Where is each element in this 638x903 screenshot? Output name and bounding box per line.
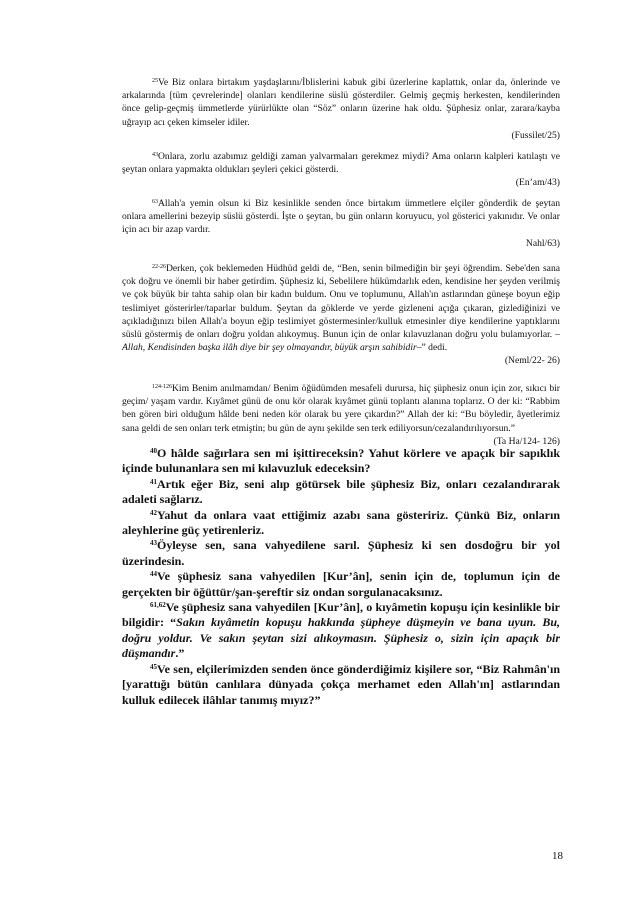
page-number: 18 — [552, 850, 563, 862]
quote-text: Kim Benim anılmamdan/ Benim öğüdümden mesafeli durursa, hiç şüphesiz onun için zor, sıkıcı bir geçim/ yaşam vardır. Kıyâmet günü de onu kör olarak kıyâmet günü toplantı alanına toplarız. O der ki: “Rabbim ben gören biri olduğum hâlde beni neden kör olarak bu yere çıkardın?” Allah der ki: “Bu böyledir, âyetlerimiz sana geldi de sen onları terk etmiştin; bu gün de aynı şekilde sen terk ediliyorsun/cezalandırılıyorsun.” — [122, 383, 560, 434]
verse-number: 43 — [150, 539, 157, 548]
verse-44: $^{44}$Ve şüphesiz sana vahyedilen [Kur’ân], senin için de, toplumun için de gerçekten bir öğüttür/şan-şereftir siz ondan sorgulanacaksınız. — [122, 569, 560, 599]
verse-number: 44 — [150, 570, 157, 579]
quote-reference: (Fussilet/25) — [511, 129, 560, 141]
verse-number: 63 — [152, 199, 158, 205]
quote-text: Derken, çok beklemeden Hüdhüd geldi de, “Ben, senin bilmediğin bir şeyi öğrendim. Sebe'den sana çok doğru ve önemli bir haber getirdim. Şüphesiz ki, Sebelilere hükümdarlık eden, kendisine her şeyden verilmiş ve çok büyük bir tahta sahip olan bir kadın buldum. Onu ve toplumunu, Allah'ın astlarından güneşe boyun eğip teslimiyet gösterirler/taparlar buldum. Şeytan da göklerde ve yerde gizleneni açığa çıkaran, gizlediğinizi ve açıkladığınızı bilen Allah'a boyun eğip teslimiyet göstermesinler/kulluk etmesinler diye kendilerine yaptıklarını süslü göstermiş de onları doğru yoldan alıkoymuş. Bunun için de onlar kılavuzlanan doğru yolu bulamıyorlar. – — [122, 263, 560, 341]
verse-number: 42 — [150, 508, 157, 517]
verse-number: 40 — [150, 447, 157, 455]
quote-text-end: ” dedi. — [421, 342, 448, 354]
verse-40: $^{40}$O hâlde sağırlara sen mi işittireceksin? Yahut körlere ve apaçık bir sapıklık içinde bulunanlara sen mi kılavuzluk edeceksin? — [122, 446, 560, 476]
verse-41: $^{41}$Artık eğer Biz, seni alıp götürsek bile şüphesiz Biz, onları cezalandırarak adaleti sağlarız. — [122, 476, 560, 507]
verse-43: $^{43}$Öyleyse sen, sana vahyedilene sarıl. Şüphesiz ki sen dosdoğru bir yol üzerindesin. — [122, 538, 560, 568]
quote-reference: (Ta Ha/124- 126) — [493, 435, 560, 447]
verse-number: 45 — [150, 662, 157, 671]
verse-number: 25 — [152, 78, 158, 84]
verse-number: 61,62 — [150, 601, 166, 610]
quote-taha-124-126 — [122, 382, 560, 448]
verse-number: 43 — [152, 152, 158, 158]
verse-italic-text: Sakın kıyâmetin kopuşu hakkında şüpheye düşmeyin ve bana uyun. Bu, doğru yoldur. Ve sakın şeytan sizi alıkoymasın. Şüphesiz o, sizin için apaçık bir düşmandır — [122, 615, 560, 661]
quote-nahl-63 — [122, 197, 560, 250]
quote-reference: (Neml/22- 26) — [504, 355, 560, 367]
quote-neml-22-26 — [122, 262, 560, 368]
quote-reference: (En’am/43) — [515, 177, 560, 189]
main-verses — [122, 446, 560, 708]
quote-italic-text: Allah, Kendisinden başka ilâh diye bir şey olmayandır, büyük arşın sahibidir– — [122, 342, 422, 354]
quote-text: Allah'a yemin olsun ki Biz kesinlikle senden önce birtakım ümmetlere elçiler gönderdik de şeytan onlara amellerini bezeyip süslü gösterdi. İşte o şeytan, bu gün onların koruyucu, yol gösterici yakınıdır. Ve onlar için acı bir azap vardır. — [122, 198, 560, 236]
quote-reference: Nahl/63) — [525, 237, 560, 249]
verse-number: 124-126 — [152, 384, 172, 390]
quote-fussilet-25 — [122, 76, 560, 142]
verse-number: 22-26 — [152, 264, 166, 270]
quote-enam-43 — [122, 150, 560, 190]
verse-45: $^{45}$Ve sen, elçilerimizden senden önce gönderdiğimiz kişilere sor, “Biz Rahmân'ın [yarattığı bütün canlılara dünyada çokça merhamet eden Allah'ın] astlarından kulluk edilecek ilâhlar tanımış mıyız?” — [122, 661, 560, 707]
verse-number: 41 — [150, 477, 157, 486]
verse-42: $^{42}$Yahut da onlara vaat ettiğimiz azabı sana gösteririz. Çünkü Biz, onların aleyhlerine güç yetirenleriz. — [122, 507, 560, 538]
quote-text: Ve Biz onlara birtakım yaşdaşlarını/İblislerini kabuk gibi üzerlerine kaplattık, onlar da, önlerinde ve arkalarında [tüm çevrelerinde] olanları kendilerine süslü gösterdiler. Gelmiş geçmiş herkesten, kendilerinden önce gelip-geçmiş ümmetlerde yürürlükte olan “Söz” onların üzerine hak oldu. Şüphesiz onlar, zarara/kayba uğrayıp acı çeken kimseler idiler. — [122, 77, 560, 128]
verse-61-62: $^{61,62}$Ve şüphesiz sana vahyedilen [Kur’ân], o kıyâmetin kopuşu için kesinlikle bir bilgidir: “Sakın kıyâmetin kopuşu hakkında şüpheye düşmeyin ve bana uyun. Bu, doğru yoldur. Ve sakın şeytan sizi alıkoymasın. Şüphesiz o, sizin için apaçık bir düşmandır.” — [122, 600, 560, 661]
quote-text: Onlara, zorlu azabımız geldiği zaman yalvarmaları gerekmez miydi? Ama onların kalpleri katılaştı ve şeytan onlara yapmakta oldukları şeyleri çekici gösterdi. — [122, 151, 560, 176]
